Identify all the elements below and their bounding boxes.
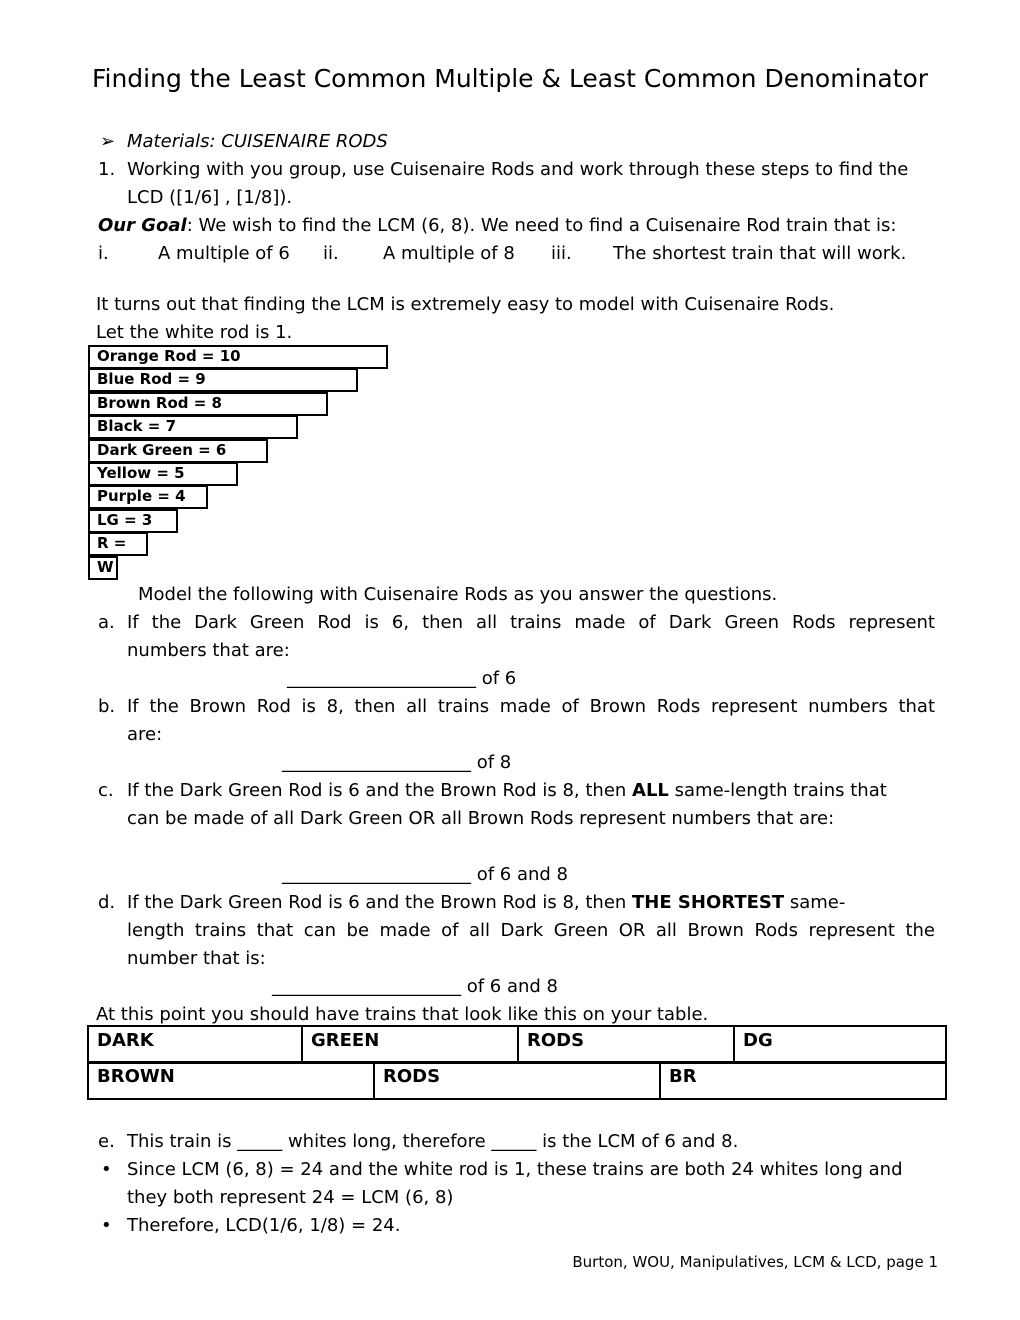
bullet-1-line2: they both represent 24 = LCM (6, 8) xyxy=(127,1187,454,1208)
question-e-num: e. xyxy=(98,1131,115,1152)
rod-4: Black = 7 xyxy=(88,415,298,439)
step1-line2: LCD ([1/6] , [1/8]). xyxy=(127,187,293,208)
question-b-line1: If the Brown Rod is 8, then all trains made of Brown Rods represent numbers that xyxy=(127,696,935,717)
question-c-blank[interactable]: _____________________ xyxy=(282,864,471,885)
criteria-1-num: i. xyxy=(98,243,109,264)
materials-bullet-icon: ➢ xyxy=(100,131,116,152)
criteria-2-text: A multiple of 8 xyxy=(383,243,515,264)
question-a-num: a. xyxy=(98,612,115,633)
bullet-1-icon: • xyxy=(101,1159,112,1180)
question-b-num: b. xyxy=(98,696,116,717)
criteria-3-num: iii. xyxy=(551,243,572,264)
question-a-answer xyxy=(287,665,516,693)
question-d-line2: length trains that can be made of all Dark Green OR all Brown Rods represent the xyxy=(127,920,935,941)
step1-number: 1. xyxy=(98,159,116,180)
rod-5: Dark Green = 6 xyxy=(88,439,268,463)
materials-line: Materials: CUISENAIRE RODS xyxy=(127,131,388,152)
question-c-line1-pre: If the Dark Green Rod is 6 and the Brown Rod is 8, then xyxy=(127,780,633,801)
train-br-cell-2: RODS xyxy=(374,1062,660,1099)
bullet-2-line1: Therefore, LCD(1/6, 1/8) = 24. xyxy=(127,1215,401,1236)
question-d-line1 xyxy=(127,889,845,917)
question-c-suffix: of 6 and 8 xyxy=(471,864,569,885)
goal-text: : We wish to find the LCM (6, 8). We need to find a Cuisenaire Rod train that is: xyxy=(186,215,897,236)
question-c-answer xyxy=(282,861,568,889)
question-a-line2: numbers that are: xyxy=(127,640,290,661)
question-c-line1 xyxy=(127,777,935,805)
question-c-num: c. xyxy=(98,780,114,801)
criteria-3-text: The shortest train that will work. xyxy=(613,243,907,264)
model-intro: Model the following with Cuisenaire Rods as you answer the questions. xyxy=(138,584,778,605)
question-d-line1-pre: If the Dark Green Rod is 6 and the Brown Rod is 8, then xyxy=(127,892,633,913)
question-a-line1: If the Dark Green Rod is 6, then all trains made of Dark Green Rods represent xyxy=(127,612,935,633)
question-b-answer xyxy=(282,749,511,777)
question-d-line1-bold: THE SHORTEST xyxy=(632,892,785,913)
question-c-line2: can be made of all Dark Green OR all Brown Rods represent numbers that are: xyxy=(127,808,835,829)
criteria-1-text: A multiple of 6 xyxy=(158,243,290,264)
goal-label: Our Goal xyxy=(98,215,187,236)
train-br-cell-1: BROWN xyxy=(88,1062,374,1099)
rod-6: Yellow = 5 xyxy=(88,462,238,486)
rod-1: Orange Rod = 10 xyxy=(88,345,388,369)
intro-line1: It turns out that finding the LCM is extremely easy to model with Cuisenaire Rods. xyxy=(96,294,835,315)
rod-7: Purple = 4 xyxy=(88,485,208,509)
dark-green-train xyxy=(87,1025,947,1064)
question-b-line2: are: xyxy=(127,724,163,745)
question-a-suffix: of 6 xyxy=(476,668,517,689)
rod-8: LG = 3 xyxy=(88,509,178,533)
train-dg-cell-4: DG xyxy=(734,1026,946,1063)
bullet-1-line1: Since LCM (6, 8) = 24 and the white rod is 1, these trains are both 24 whites long and xyxy=(127,1159,903,1180)
rod-10: W xyxy=(88,556,118,580)
question-d-line3: number that is: xyxy=(127,948,266,969)
question-d-answer xyxy=(272,973,558,1001)
train-dg-cell-3: RODS xyxy=(518,1026,734,1063)
train-br-cell-3: BR xyxy=(660,1062,946,1099)
question-b-suffix: of 8 xyxy=(471,752,512,773)
rod-3: Brown Rod = 8 xyxy=(88,392,328,416)
train-dg-cell-2: GREEN xyxy=(302,1026,518,1063)
criteria-2-num: ii. xyxy=(323,243,339,264)
table-intro: At this point you should have trains that look like this on your table. xyxy=(96,1004,709,1025)
bullet-2-icon: • xyxy=(101,1215,112,1236)
train-dg-cell-1: DARK xyxy=(88,1026,302,1063)
question-c-line1-bold: ALL xyxy=(632,780,669,801)
question-d-line1-post: same- xyxy=(784,892,846,913)
brown-train xyxy=(87,1061,947,1100)
page-title: Finding the Least Common Multiple & Least Common Denominator xyxy=(91,64,929,93)
page-footer: Burton, WOU, Manipulatives, LCM & LCD, page 1 xyxy=(572,1253,938,1271)
intro-line2: Let the white rod is 1. xyxy=(96,322,293,343)
question-d-num: d. xyxy=(98,892,116,913)
rod-9: R = xyxy=(88,532,148,556)
question-a-blank[interactable]: _____________________ xyxy=(287,668,476,689)
step1-line1: Working with you group, use Cuisenaire Rods and work through these steps to find the xyxy=(127,159,909,180)
goal-line xyxy=(98,212,896,240)
question-b-blank[interactable]: _____________________ xyxy=(282,752,471,773)
question-c-line1-post: same-length trains that xyxy=(668,780,887,801)
question-e-text: This train is _____ whites long, therefore _____ is the LCM of 6 and 8. xyxy=(127,1131,739,1152)
rod-2: Blue Rod = 9 xyxy=(88,368,358,392)
question-d-blank[interactable]: _____________________ xyxy=(272,976,461,997)
question-d-suffix: of 6 and 8 xyxy=(461,976,559,997)
